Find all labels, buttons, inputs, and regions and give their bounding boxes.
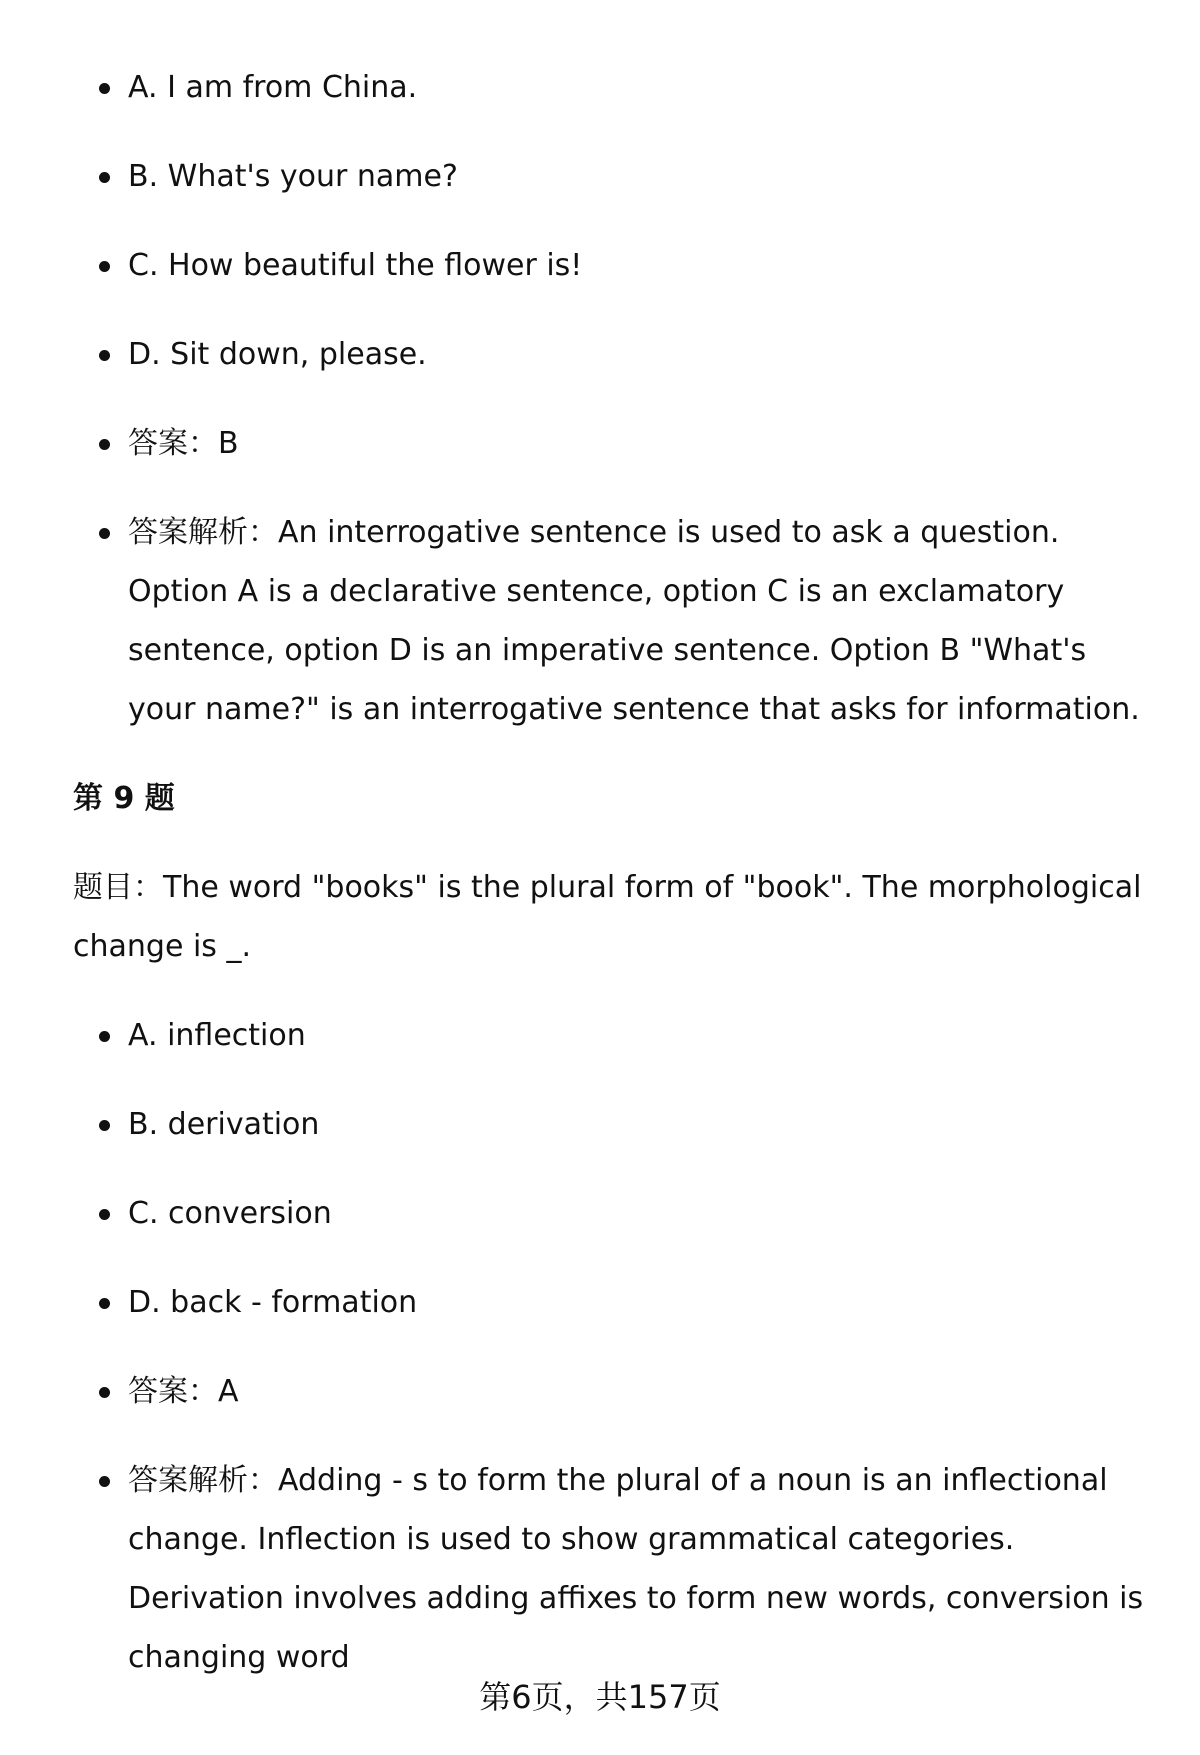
q9-heading: 第 9 题: [73, 781, 175, 816]
page-content: [73, 58, 1163, 1717]
q8-option-c: C. How beautiful the flower is!: [73, 236, 1163, 295]
q9-explanation: 答案解析：Adding - s to form the plural of a noun is an inflectional change. Inflection is used to show grammatical categories. Derivation involves adding affixes to form new words, conversion is changing word: [73, 1451, 1163, 1687]
q9-option-list: [73, 1006, 1163, 1687]
q9-option-c: C. conversion: [73, 1184, 1163, 1243]
q9-option-b: B. derivation: [73, 1095, 1163, 1154]
q8-explanation: 答案解析：An interrogative sentence is used to ask a question. Option A is a declarative sentence, option C is an exclamatory sentence, option D is an imperative sentence. Option B "What's your name?" is an interrogative sentence that asks for information.: [73, 503, 1163, 739]
q9-option-a: A. inflection: [73, 1006, 1163, 1065]
page-number-footer: 第6页，共157页: [479, 1678, 721, 1716]
q8-option-a: A. I am from China.: [73, 58, 1163, 117]
q8-option-list: [73, 58, 1163, 739]
q9-question-text: 题目：The word "books" is the plural form of "book". The morphological change is _.: [73, 870, 1142, 964]
q8-option-b: B. What's your name?: [73, 147, 1163, 206]
q8-option-d: D. Sit down, please.: [73, 325, 1163, 384]
q9-answer: 答案：A: [73, 1362, 1163, 1421]
q9-option-d: D. back - formation: [73, 1273, 1163, 1332]
q8-answer: 答案：B: [73, 414, 1163, 473]
